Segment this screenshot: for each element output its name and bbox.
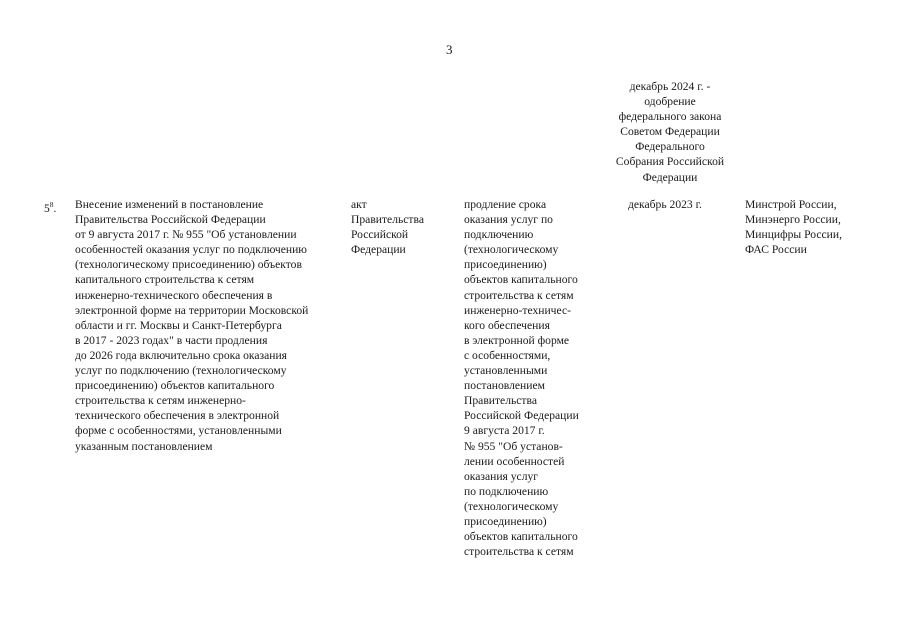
result-line: установленными (464, 364, 548, 378)
deadline-line: Советом Федерации (620, 125, 720, 139)
description-line: от 9 августа 2017 г. № 955 "Об установлении (75, 228, 297, 242)
description-line: присоединению) объектов капитального (75, 379, 275, 393)
result-line: продление срока (464, 198, 547, 211)
description-line: инженерно-технического обеспечения в (75, 288, 273, 302)
description-line: капитального строительства к сетям (75, 273, 255, 287)
description-line: Правительства Российской Федерации (75, 213, 266, 227)
description-line: особенностей оказания услуг по подключению (75, 243, 307, 257)
act-type-line: Российской (351, 228, 409, 242)
result-line: постановлением (464, 379, 545, 393)
act-type-line: Правительства (351, 213, 424, 227)
result-line: оказания услуг по (464, 213, 553, 227)
deadline-line: Федерации (642, 170, 698, 184)
result-line: № 955 "Об установ- (464, 439, 563, 453)
result-line: кого обеспечения (464, 318, 550, 332)
result-line: лении особенностей (464, 454, 565, 468)
description-line: электронной форме на территории Московской (75, 303, 309, 317)
deadline-line: декабрь 2024 г. - (629, 80, 711, 93)
result-line: объектов капитального (464, 273, 578, 287)
result-line: инженерно-техничес- (464, 303, 571, 317)
deadline-text: декабрь 2023 г. (628, 198, 702, 211)
row-number: 5 (44, 202, 50, 215)
row-number-superscript: 8 (49, 200, 54, 209)
result-line: Российской Федерации (464, 409, 579, 423)
responsible-line: Минцифры России, (745, 228, 842, 242)
row-number-cell (44, 197, 56, 216)
deadline-cell (628, 197, 702, 212)
deadline-line: одобрение (644, 95, 696, 109)
result-line: (технологическому (464, 243, 559, 257)
expected-result-cell (464, 197, 579, 559)
description-line: технического обеспечения в электронной (75, 409, 280, 423)
previous-row-deadline-cell (600, 79, 740, 185)
measure-description-cell (75, 197, 308, 454)
result-line: присоединению) (464, 258, 547, 272)
result-line: оказания услуг (464, 469, 539, 483)
row-number-suffix: . (53, 202, 57, 215)
act-type-cell (351, 197, 424, 257)
description-line: в 2017 - 2023 годах" в части продления (75, 333, 268, 347)
description-line: услуг по подключению (технологическому (75, 364, 287, 378)
page-number: 3 (446, 42, 453, 57)
description-line: (технологическому присоединению) объектов (75, 258, 302, 272)
description-line: форме с особенностями, установленными (75, 424, 282, 438)
responsible-line: ФАС России (745, 243, 807, 257)
act-type-line: акт (351, 198, 367, 211)
result-line: Правительства (464, 394, 537, 408)
description-line: указанным постановлением (75, 439, 213, 453)
result-line: строительства к сетям (464, 545, 574, 559)
result-line: присоединению) (464, 514, 547, 528)
responsible-agencies-cell (745, 197, 842, 257)
description-line: области и гг. Москвы и Санкт-Петербурга (75, 318, 282, 332)
description-line: строительства к сетям инженерно- (75, 394, 246, 408)
result-line: с особенностями, (464, 348, 551, 362)
result-line: строительства к сетям (464, 288, 574, 302)
result-line: в электронной форме (464, 333, 570, 347)
deadline-line: федерального закона (618, 110, 722, 124)
description-line: Внесение изменений в постановление (75, 198, 264, 211)
result-line: по подключению (464, 484, 549, 498)
result-line: подключению (464, 228, 534, 242)
responsible-line: Минстрой России, (745, 198, 837, 211)
result-line: 9 августа 2017 г. (464, 424, 545, 438)
result-line: (технологическому (464, 499, 559, 513)
responsible-line: Минэнерго России, (745, 213, 841, 227)
result-line: объектов капитального (464, 530, 578, 544)
description-line: до 2026 года включительно срока оказания (75, 348, 287, 362)
deadline-line: Федерального (635, 140, 705, 154)
deadline-line: Собрания Российской (615, 155, 725, 169)
act-type-line: Федерации (351, 243, 406, 257)
